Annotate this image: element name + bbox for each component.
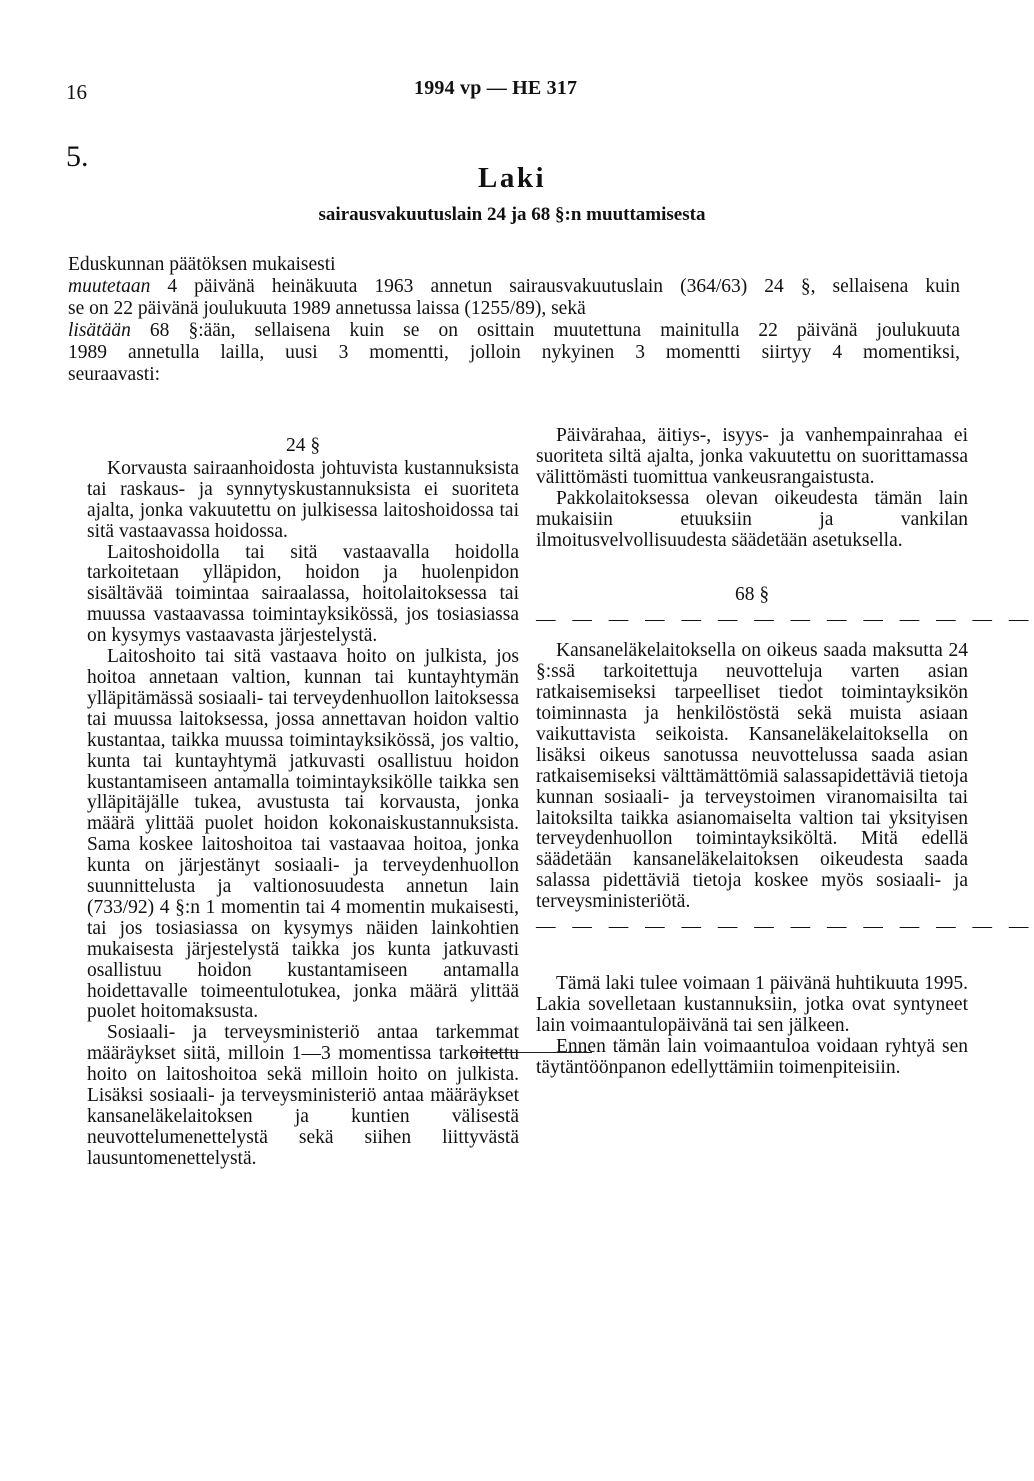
omission-dashes-end: — — — — — — — — — — — — — — <box>536 916 1034 938</box>
document-reference: 1994 vp — HE 317 <box>414 77 578 99</box>
preamble-line: seuraavasti: <box>68 364 161 385</box>
section-24-paragraph-4: Sosiaali- ja terveysministeriö antaa tarkemmat määräykset siitä, milloin 1—3 momentissa tarkoitettu hoito on laitoshoitoa sekä milloin hoito on julkista. Lisäksi sosiaali- ja terveysministeriö antaa määräykset kansaneläkelaitoksen ja kuntien välisestä neuvottelumenettelystä sekä siihen liittyvästä lausuntomenettelystä. <box>87 1022 519 1169</box>
entry-into-force-paragraph-1: Tämä laki tulee voimaan 1 päivänä huhtikuuta 1995. Lakia sovelletaan kustannuksiin, jotka ovat syntyneet lain voimaantulopäivänä tai sen jälkeen. <box>536 972 968 1036</box>
amendment-verb: lisätään <box>68 320 131 341</box>
omission-dashes: — — — — — — — — — — — — — — <box>536 609 1034 631</box>
preamble-line: muutetaan 4 päivänä heinäkuuta 1963 annetun sairausvakuutuslain (364/63) 24 §, sellaisena kuin <box>68 276 960 297</box>
section-68-heading: 68 § <box>734 584 770 606</box>
left-column <box>87 436 519 1170</box>
spacer <box>536 948 968 974</box>
section-68-paragraph-1: Kansaneläkelaitoksella on oikeus saada maksutta 24 §:ssä tarkoitettuja neuvotteluja varten asian ratkaisemiseksi tarpeelliset tiedot toimintayksikön toiminnasta ja henkilöstöstä sekä muista asiaan vaikuttavista seikoista. Kansaneläkelaitoksella on lisäksi oikeus sanotussa neuvottelussa saada asian ratkaisemiseksi välttämättömiä salassapidettäviä tietoja kunnan sosiaali- ja terveystoimen viranomaisilta tai laitoksilta taikka asianomaiselta valtion tai yksityisen terveydenhuollon toimintayksiköltä. Mitä edellä säädetään kansaneläkelaitoksen oikeudesta saada salassa pidettäviä tietoja koskee myös sosiaali- ja terveysministeriötä. <box>536 640 968 913</box>
section-number: 5. <box>66 140 89 173</box>
section-24-heading: 24 § <box>285 435 321 456</box>
spacer <box>536 551 968 585</box>
entry-into-force-paragraph-2: Ennen tämän lain voimaantuloa voidaan ryhtyä sen täytäntöönpanon edellyttämiin toimenpiteisiin. <box>536 1035 968 1078</box>
section-24-paragraph-5: Päivärahaa, äitiys-, isyys- ja vanhempainrahaa ei suoriteta siltä ajalta, jonka vakuutettu on suorittamassa välittömästi tuomittua vankeusrangaistusta. <box>536 425 968 488</box>
preamble <box>68 254 960 386</box>
section-24-paragraph-2: Laitoshoidolla tai sitä vastaavalla hoidolla tarkoitetaan ylläpidon, hoidon ja huolenpidon sisältävää toimintaa sairaalassa, hoitolaitoksessa tai muussa vastaavassa toimintayksikössä, jos tosiasiassa on kysymys vastaavasta järjestelystä. <box>87 541 519 647</box>
section-24-paragraph-1: Korvausta sairaanhoidosta johtuvista kustannuksista tai raskaus- ja synnytyskustannuksista ei suoriteta ajalta, jonka vakuutettu on julkisessa laitoshoidossa tai sitä vastaavassa hoidossa. <box>87 457 519 542</box>
law-subtitle: sairausvakuutuslain 24 ja 68 §:n muuttamisesta <box>318 204 706 225</box>
section-24-paragraph-6: Pakkolaitoksessa olevan oikeudesta tämän lain mukaisiin etuuksiin ja vankilan ilmoitusvelvollisuudesta säädetään asetuksella. <box>536 487 968 551</box>
page-number: 16 <box>66 80 87 104</box>
section-24-paragraph-3: Laitoshoito tai sitä vastaava hoito on julkista, jos hoitoa annetaan valtion, kunnan tai kuntayhtymän ylläpitämässä sosiaali- tai terveydenhuollon laitoksessa tai muussa laitoksessa, jossa annettavan hoidon valtio kustantaa, taikka muussa toimintayksikössä, jos valtio, kunta tai kuntayhtymä jatkuvasti osallistuu hoidon kustantamiseen antamalla toimintayksikölle taikka sen ylläpitäjälle tukea, avustusta tai korvausta, jonka määrä ylittää puolet hoidon kokonaiskustannuksista. Sama koskee laitoshoitoa tai vastaavaa hoitoa, jonka kunta on järjestänyt sosiaali- ja terveydenhuollon suunnittelusta ja valtionosuudesta annetun lain (733/92) 4 §:n 1 momentin tai 4 momentin mukaisesti, tai jos tosiasiassa on kysymys näiden lainkohtien mukaisesta järjestelystä taikka jos kunta jatkuvasti osallistuu hoidon kustantamiseen antamalla hoidettavalle toimeentulotukea, jonka määrä ylittää puolet hoitomaksusta. <box>87 646 519 1023</box>
preamble-line: lisätään 68 §:ään, sellaisena kuin se on osittain muutettuna mainitulla 22 päivänä joulukuuta <box>68 320 960 341</box>
right-column <box>536 425 1034 1078</box>
law-title: Laki <box>477 162 547 194</box>
preamble-line: Eduskunnan päätöksen mukaisesti <box>68 254 336 275</box>
preamble-line: 1989 annetulla lailla, uusi 3 momentti, jolloin nykyinen 3 momentti siirtyy 4 momentiksi, <box>68 342 960 363</box>
end-rule <box>472 1052 592 1053</box>
preamble-line: se on 22 päivänä joulukuuta 1989 annetussa laissa (1255/89), sekä <box>68 298 586 319</box>
amendment-verb: muutetaan <box>68 276 151 297</box>
